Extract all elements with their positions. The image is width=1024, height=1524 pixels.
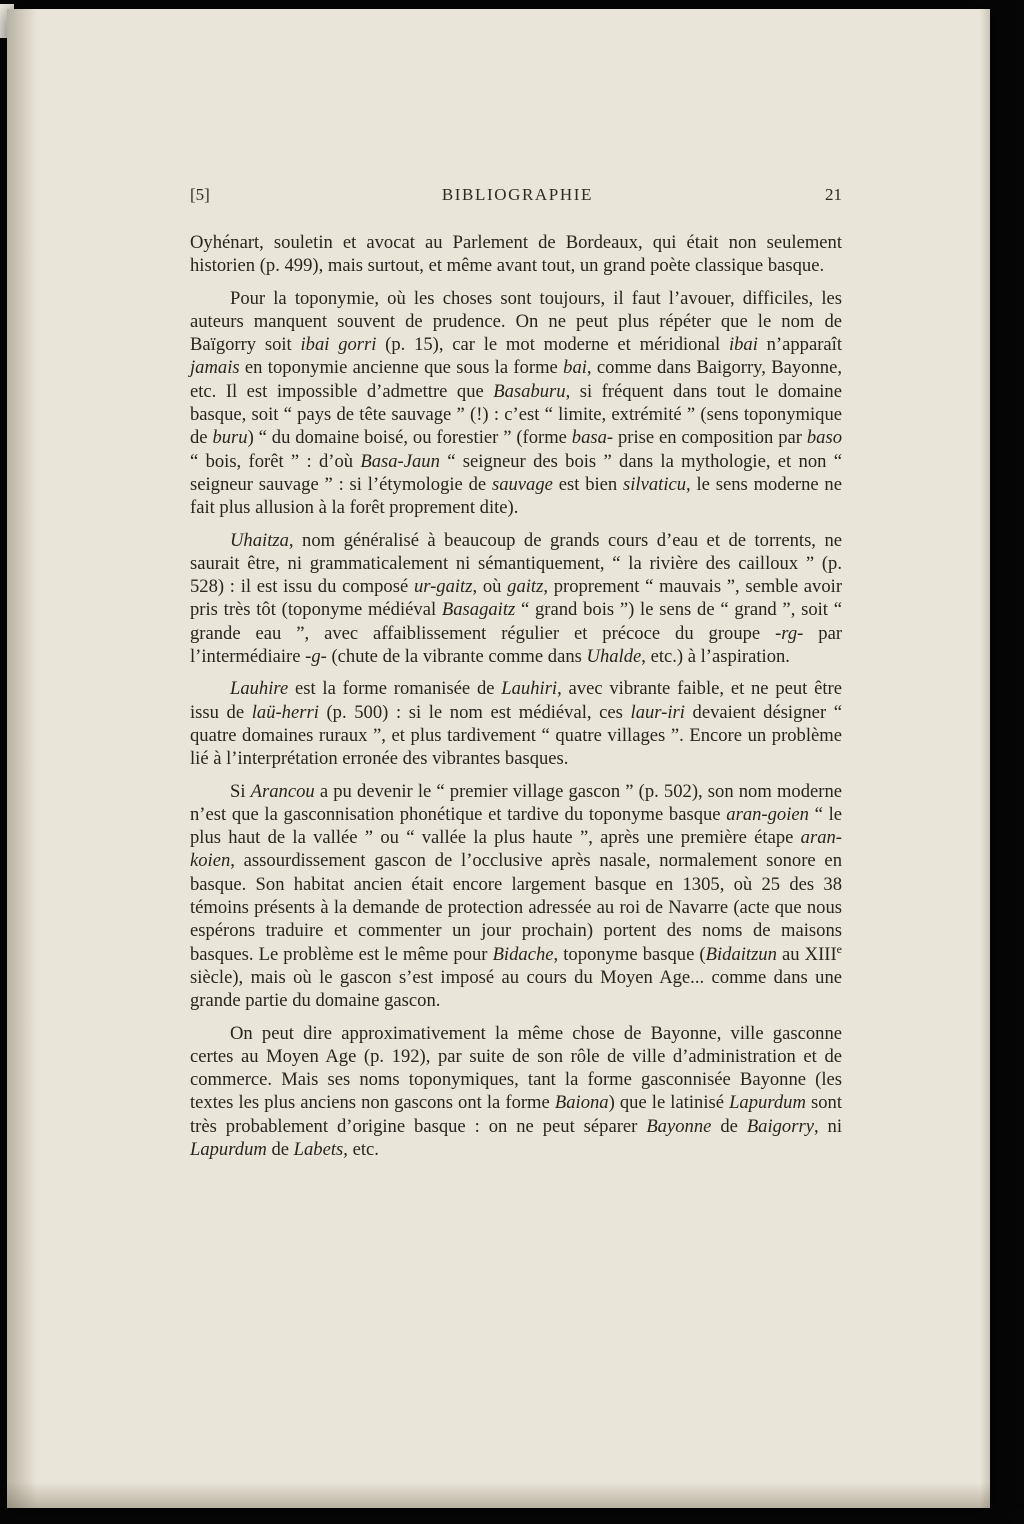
text: , avec vibrante faible, et ne peut être issu de bbox=[190, 678, 842, 723]
italic-text: Lauhire bbox=[230, 678, 289, 700]
text: devaient désigner “ quatre domaines ruraux ”, et plus tardivement “ quatre villages ”. Encore un problème lié à l’interprétation erronée des vibrantes basques. bbox=[190, 701, 843, 770]
italic-text: -g- bbox=[305, 646, 327, 668]
text: ) que le latinisé bbox=[608, 1092, 730, 1114]
text: , où bbox=[472, 576, 508, 598]
italic-text: laü-herri bbox=[251, 701, 319, 723]
page-scan bbox=[7, 9, 990, 1508]
italic-text: sauvage bbox=[491, 473, 553, 495]
right-edge-shadow bbox=[980, 9, 990, 1508]
header-section-number: [5] bbox=[190, 185, 210, 204]
italic-text: Bidaitzun bbox=[705, 943, 777, 965]
italic-text: silvaticu bbox=[623, 473, 687, 495]
page-content bbox=[190, 185, 842, 1161]
text: de bbox=[266, 1138, 294, 1160]
italic-text: ibai gorri bbox=[300, 334, 377, 356]
italic-text: ibai bbox=[728, 334, 758, 356]
text: prise en composition par bbox=[613, 427, 807, 449]
italic-text: Baigorry bbox=[746, 1115, 814, 1137]
text: au XIII bbox=[776, 943, 837, 965]
text: de bbox=[711, 1115, 747, 1137]
paragraph bbox=[190, 677, 842, 770]
italic-text: aran-koien bbox=[190, 827, 842, 872]
italic-text: Arancou bbox=[250, 780, 315, 802]
italic-text: gaitz bbox=[507, 576, 544, 598]
italic-text: Labets bbox=[293, 1138, 344, 1160]
text: ) “ du domaine boisé, ou forestier ” (forme bbox=[247, 427, 572, 449]
text: “ grand bois ”) le sens de “ grand ”, soit “ grande eau ”, avec affaiblissement régulier et précoce du groupe bbox=[190, 599, 842, 644]
text: “ seigneur des bois ” dans la mythologie, et non “ seigneur sauvage ” : si l’étymologie de bbox=[190, 450, 842, 495]
italic-text: Baiona bbox=[554, 1092, 609, 1114]
text: est bien bbox=[552, 473, 624, 495]
italic-text: Uhalde bbox=[586, 646, 642, 668]
italic-text: jamais bbox=[190, 357, 240, 379]
paragraph bbox=[190, 1022, 842, 1162]
text: en toponymie ancienne que sous la forme bbox=[239, 357, 564, 379]
italic-text: Bayonne bbox=[646, 1115, 712, 1137]
text: , toponyme basque ( bbox=[553, 943, 706, 965]
page-header bbox=[190, 185, 842, 205]
text: siècle), mais où le gascon s’est imposé au cours du Moyen Age... comme dans une grande partie du domaine gascon. bbox=[190, 966, 842, 1012]
text: , si fréquent dans tout le domaine basque, soit “ pays de tête sauvage ” (!) : c’est “ limite, extrémité ” (sens toponymique de bbox=[190, 380, 842, 449]
text: n’apparaît bbox=[757, 334, 843, 356]
gutter-shadow bbox=[7, 9, 37, 1508]
italic-text: Lauhiri bbox=[501, 678, 558, 700]
italic-text: Basaburu bbox=[493, 380, 566, 402]
italic-text: Uhaitza bbox=[230, 529, 289, 551]
text: , assourdissement gascon de l’occlusive après nasale, normalement sonore en basque. Son habitat ancien était encore largement basque en 1305, où 25 des 38 témoins présents à la demande de protection adressée au roi de Navarre (acte que nous espérons traduire et commenter un jour prochain) portent des noms de maisons basques. Le problème est le même pour bbox=[190, 850, 842, 965]
italic-text: -rg- bbox=[775, 622, 804, 644]
text: sont très probablement d’origine basque : on ne peut séparer bbox=[190, 1092, 842, 1137]
text: , nom généralisé à beaucoup de grands cours d’eau et de torrents, ne saurait être, ni grammaticalement ni sémantiquement, “ la rivière des cailloux ” (p. 528) : il est issu du composé bbox=[190, 529, 842, 598]
italic-text: aran-goien bbox=[726, 803, 809, 825]
text: Si bbox=[230, 780, 251, 802]
italic-text: Basa-Jaun bbox=[360, 450, 440, 472]
header-title: BIBLIOGRAPHIE bbox=[441, 185, 593, 204]
text: “ le plus haut de la vallée ” ou “ vallée la plus haute ”, après une première étape bbox=[190, 803, 843, 849]
paragraph bbox=[190, 780, 842, 1013]
text: , proprement “ mauvais ”, semble avoir pris très tôt (toponyme médiéval bbox=[190, 576, 843, 621]
text: , etc. bbox=[343, 1138, 379, 1160]
text: (chute de la vibrante comme dans bbox=[326, 646, 587, 668]
text: , le sens moderne ne fait plus allusion à la forêt proprement dite). bbox=[190, 473, 842, 519]
italic-text: Lapurdum bbox=[190, 1138, 267, 1160]
italic-text: ur-gaitz bbox=[413, 576, 473, 598]
text: par l’intermédiaire bbox=[190, 622, 843, 668]
paragraph bbox=[190, 287, 842, 520]
italic-text: laur-iri bbox=[630, 701, 685, 723]
page-body bbox=[190, 231, 842, 1161]
italic-text: bai bbox=[563, 357, 587, 379]
bottom-edge-shadow bbox=[7, 1482, 990, 1508]
text: (p. 15), car le mot moderne et méridional bbox=[376, 334, 729, 356]
text: (p. 500) : si le nom est médiéval, ces bbox=[318, 701, 631, 723]
text: est la forme romanisée de bbox=[288, 678, 502, 700]
text: Pour la toponymie, où les choses sont toujours, il faut l’avouer, difficiles, les auteurs manquent souvent de prudence. On ne peut plus répéter que le nom de Baïgorry soit bbox=[190, 287, 842, 356]
italic-text: Basagaitz bbox=[441, 599, 516, 621]
italic-text: Lapurdum bbox=[729, 1092, 806, 1114]
italic-text: buru bbox=[212, 427, 248, 449]
italic-text: basa- bbox=[571, 427, 614, 449]
text: , etc.) à l’aspiration. bbox=[641, 646, 790, 668]
text: Oyhénart, souletin et avocat au Parlement de Bordeaux, qui était non seulement historien (p. 499), mais surtout, et même avant tout, un grand poète classique basque. bbox=[190, 232, 842, 277]
paragraph bbox=[190, 231, 842, 278]
text: On peut dire approximativement la même chose de Bayonne, ville gasconne certes au Moyen Age (p. 192), par suite de son rôle de ville d’administration et de commerce. Mais ses noms toponymiques, tant la forme gasconnisée Bayonne (les textes les plus anciens non gascons ont la forme bbox=[190, 1022, 842, 1114]
text: “ bois, forêt ” : d’où bbox=[190, 450, 361, 472]
italic-text: Bidache bbox=[492, 943, 554, 965]
paragraph bbox=[190, 529, 842, 669]
italic-text: baso bbox=[806, 427, 842, 449]
header-page-number: 21 bbox=[825, 185, 842, 204]
text: , ni bbox=[813, 1115, 843, 1137]
text: a pu devenir le “ premier village gascon ” (p. 502), son nom moderne n’est que la gasconnisation phonétique et tardive du toponyme basque bbox=[190, 780, 843, 825]
text: e bbox=[836, 941, 842, 956]
text: , comme dans Baigorry, Bayonne, etc. Il est impossible d’admettre que bbox=[190, 357, 842, 402]
